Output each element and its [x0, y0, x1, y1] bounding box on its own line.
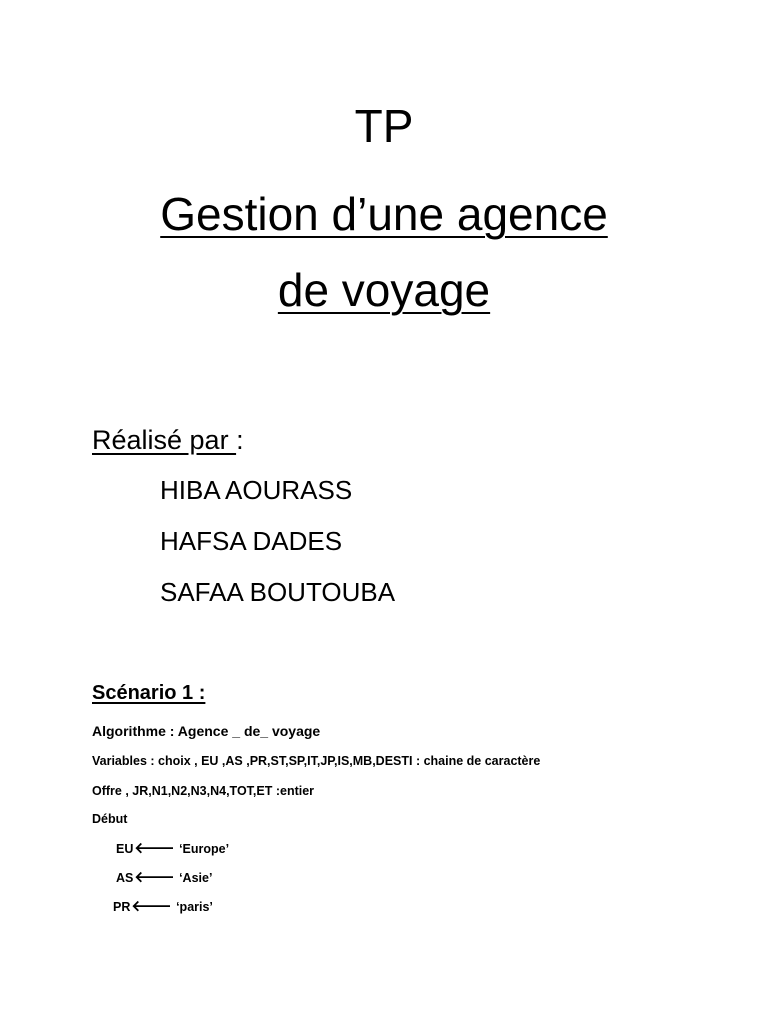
assignment-as	[116, 869, 212, 887]
left-arrow-icon: 🡐	[134, 840, 175, 857]
debut-line: Début	[92, 812, 128, 826]
title-line-3	[0, 260, 768, 320]
assignment-eu	[116, 840, 229, 858]
realise-par-label: Réalisé par	[92, 425, 237, 455]
author-2: HAFSA DADES	[160, 526, 343, 556]
assignment-var: EU	[116, 842, 134, 856]
variables-line: Variables : choix , EU ,AS ,PR,ST,SP,IT,JP,IS,MB,DESTI : chaine de caractère	[92, 754, 541, 768]
realise-par-colon: :	[236, 425, 244, 455]
assignment-value: ‘Asie’	[175, 871, 213, 885]
scenario-heading	[92, 679, 205, 707]
assignment-pr	[113, 898, 213, 916]
assignment-value: ‘paris’	[172, 900, 213, 914]
title-line-3-text: de voyage	[277, 264, 491, 316]
author-1: HIBA AOURASS	[160, 475, 353, 505]
realise-par-heading	[92, 422, 244, 458]
offre-line: Offre , JR,N1,N2,N3,N4,TOT,ET :entier	[92, 784, 315, 798]
title-line-2	[0, 184, 768, 244]
assignment-var: PR	[113, 900, 131, 914]
scenario-label: Scénario 1 :	[92, 682, 206, 704]
algorithme-line: Algorithme : Agence _ de_ voyage	[92, 723, 321, 739]
author-3: SAFAA BOUTOUBA	[160, 577, 396, 607]
assignment-var: AS	[116, 871, 134, 885]
title-line-1: TP	[354, 100, 414, 152]
left-arrow-icon: 🡐	[134, 869, 175, 886]
title-line-2-text: Gestion d’une agence	[160, 188, 608, 240]
assignment-value: ‘Europe’	[175, 842, 230, 856]
left-arrow-icon: 🡐	[131, 898, 172, 915]
